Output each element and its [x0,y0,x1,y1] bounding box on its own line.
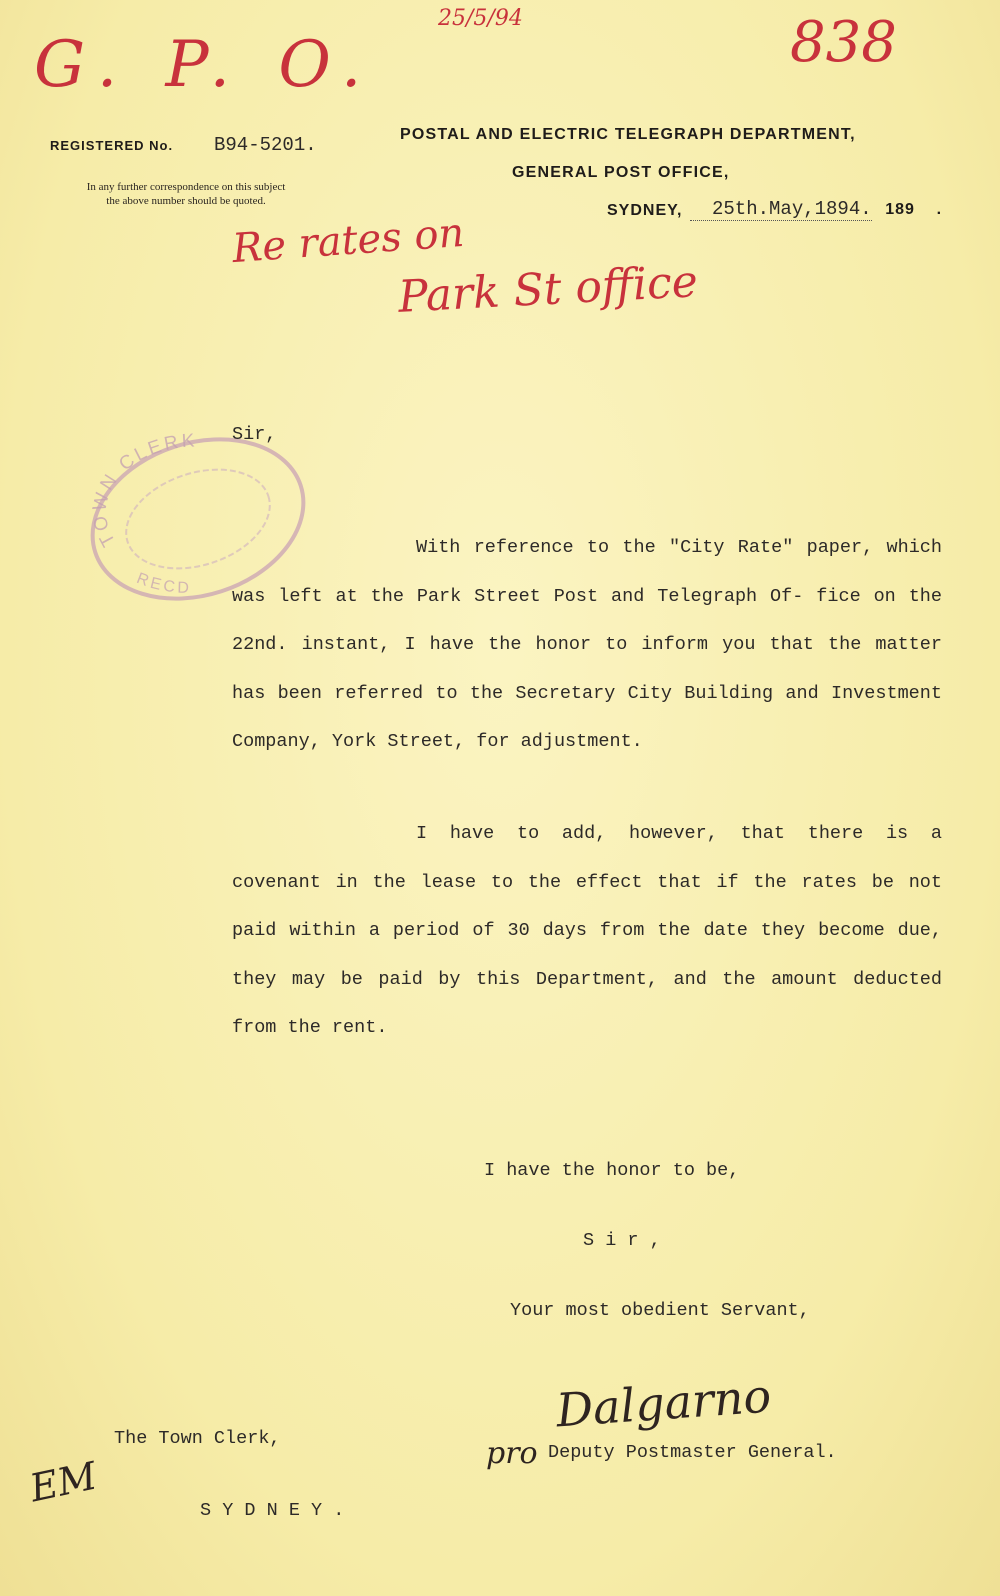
paragraph-2: I have to add, however, that there is a covenant in the lease to the effect that if the rates be not paid within a period of 30 days from the date they become due, they may be paid by this Department, and the amount deducted from the rent. [232,823,942,1038]
file-number-annotation: 838 [790,10,897,75]
quote-note-line1: In any further correspondence on this subject [86,181,286,193]
closing-honor: I have the honor to be, [484,1160,740,1181]
addressee-line-2: S Y D N E Y . [200,1500,345,1521]
stamp-bottom-text: RECD [134,569,193,597]
signatory-title: Deputy Postmaster General. [548,1442,837,1463]
stamp-top-text: TOWN CLERK [89,432,198,550]
closing-sir: S i r , [583,1230,661,1251]
paragraph-1: With reference to the "City Rate" paper, which was left at the Park Street Post and Telegraph Of- fice on the 22nd. instant, I have the honor to inform you that the matter has been referred to the Secretary City Building and Investment Company, York Street, for adjustment. [232,537,942,752]
signature: Dalgarno [554,1368,773,1438]
registered-number: B94-5201. [214,134,317,156]
department-title: POSTAL AND ELECTRIC TELEGRAPH DEPARTMENT, [400,126,856,143]
office-title: GENERAL POST OFFICE, [512,164,730,181]
quote-note-line2: the above number should be quoted. [106,195,266,207]
subject-annotation-line2: Park St office [396,256,699,323]
addressee-line-1: The Town Clerk, [114,1428,281,1449]
date-received-annotation: 25/5/94 [438,6,523,31]
date-period: . [936,201,943,218]
initials-mark: EM [26,1453,101,1511]
subject-annotation-line1: Re rates on [230,209,466,273]
date-line [690,198,942,221]
city-label: SYDNEY, [607,202,683,219]
closing-servant: Your most obedient Servant, [510,1300,810,1321]
year-prefix: 189 [885,201,915,218]
salutation: Sir, [232,424,277,445]
typed-date: 25th.May,1894. [690,198,872,221]
svg-text:TOWN CLERK [89,432,198,550]
pro-mark: pro [486,1436,538,1471]
registered-label: REGISTERED No. [50,138,174,153]
gpo-annotation: G. P. O. [34,28,376,102]
